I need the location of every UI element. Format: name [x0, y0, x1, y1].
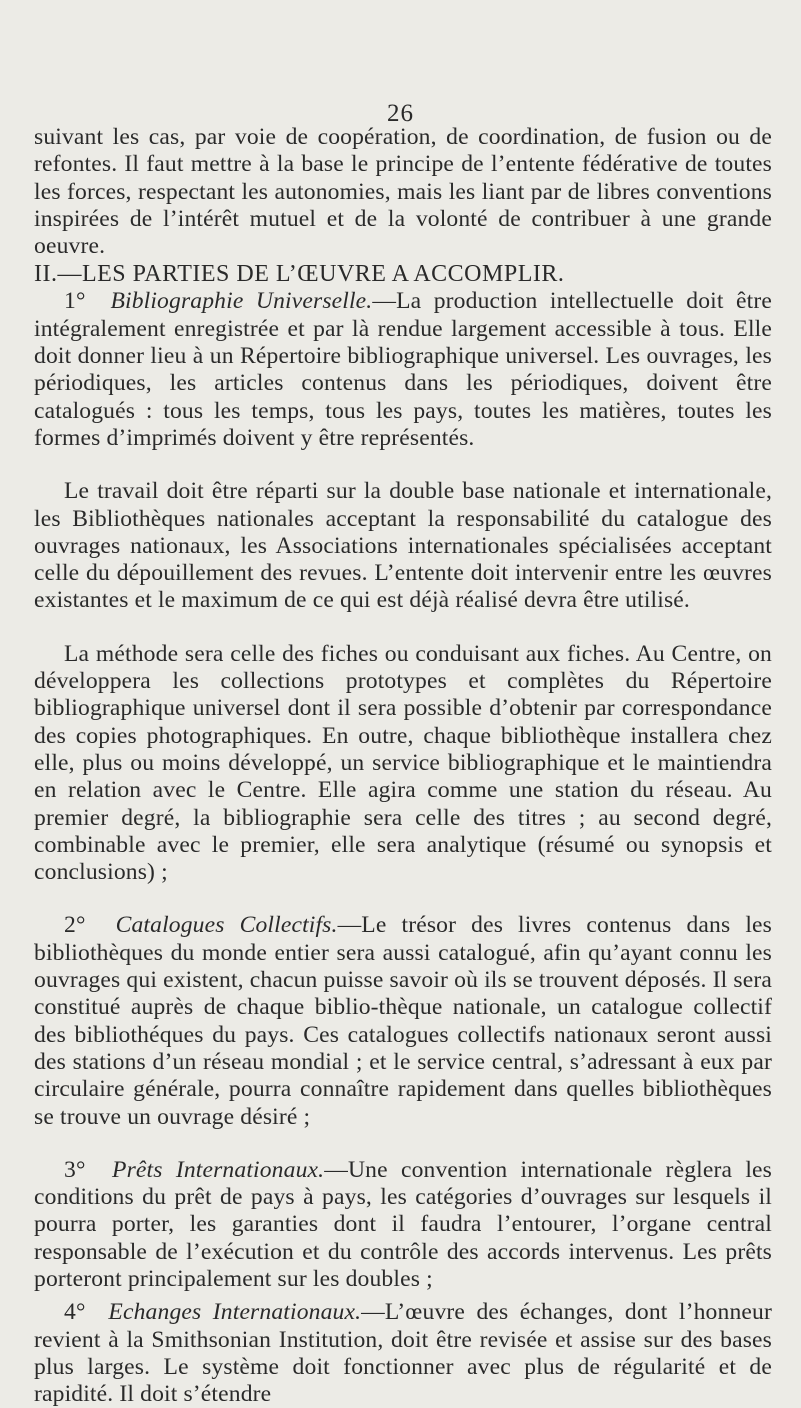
item-title: Echanges Internationaux. [108, 1299, 362, 1326]
item-number: 1° [64, 288, 86, 315]
item-title: Bibliographie Universelle. [110, 288, 373, 315]
item-text: —Le trésor des livres contenus dans les bibliothèques du monde entier sera aussi catalogué, afin qu’ayant connu les ouvrages qui existent, chacun puisse savoir où ils se trouvent déposés. Il sera constitué auprès de chaque biblio-thèque nationale, un catalogue collectif des bibliothéques du pays. Ces catalogues collectifs nationaux seront aussi des stations d’un réseau mondial ; et le service central, s’adressant à eux par circulaire générale, pourra connaître rapidement dans quelles bibliothèques se trouve un ouvrage désiré ; [34, 912, 772, 1130]
item-echanges [34, 1299, 772, 1408]
item-title: Catalogues Collectifs. [115, 912, 338, 939]
item-number: 3° [64, 1156, 86, 1183]
item-catalogues [34, 912, 772, 1130]
item-number: 4° [64, 1299, 86, 1326]
item-prets [34, 1157, 772, 1293]
item-text: —La production intellectuelle doit être intégralement enregistrée et par là rendue largement accessible à tous. Elle doit donner lieu à un Répertoire bibliographique universel. Les ouvrages, les périodiques, les articles contenus dans les périodiques, doivent être catalogués : tous les temps, tous les pays, toutes les matières, toutes les formes d’imprimés doivent y être représentés. [34, 288, 772, 451]
paragraph-travail: Le travail doit être réparti sur la double base nationale et internationale, les Bibliothèques nationales acceptant la responsabilité du catalogue des ouvrages nationaux, les Associations internationales spécialisées acceptant celle du dépouillement des revues. L’entente doit intervenir entre les œuvres existantes et le maximum de ce qui est déjà réalisé devra être utilisé. [34, 478, 772, 614]
item-bibliographie [34, 288, 772, 452]
page-body [34, 124, 772, 1408]
paragraph-methode: La méthode sera celle des fiches ou conduisant aux fiches. Au Centre, on développera les collections prototypes et complètes du Répertoire bibliographique universel dont il sera possible d’obtenir par correspondance des copies photographiques. En outre, chaque bibliothèque installera chez elle, plus ou moins développé, un service bibliographique et le maintiendra en relation avec le Centre. Elle agira comme une station du réseau. Au premier degré, la bibliographie sera celle des titres ; au second degré, combinable avec le premier, elle sera analytique (résumé ou synopsis et conclusions) ; [34, 640, 772, 886]
paragraph-intro: suivant les cas, par voie de coopération, de coordination, de fusion ou de refontes. Il faut mettre à la base le principe de l’entente fédérative de toutes les forces, respectant les autonomies, mais les liant par de libres conventions inspirées de l’intérêt mutuel et de la volonté de contribuer à une grande oeuvre. [34, 124, 772, 260]
page-number: 26 [387, 100, 414, 127]
item-text: —L’œuvre des échanges, dont l’honneur revient à la Smithsonian Institution, doit être revisée et assise sur des bases plus larges. Le système doit fonctionner avec plus de régularité et de rapidité. Il doit s’étendre [34, 1299, 772, 1408]
item-title: Prêts Internationaux. [112, 1156, 325, 1183]
item-text: —Une convention internationale règlera les conditions du prêt de pays à pays, les catégories d’ouvrages sur lesquels il pourra porter, les garanties dont il faudra l’entourer, l’organe central responsable de l’exécution et du contrôle des accords intervenus. Les prêts porteront principalement sur les doubles ; [34, 1156, 772, 1292]
section-heading: II.—LES PARTIES DE L’ŒUVRE A ACCOMPLIR. [34, 261, 565, 288]
item-number: 2° [64, 912, 86, 939]
